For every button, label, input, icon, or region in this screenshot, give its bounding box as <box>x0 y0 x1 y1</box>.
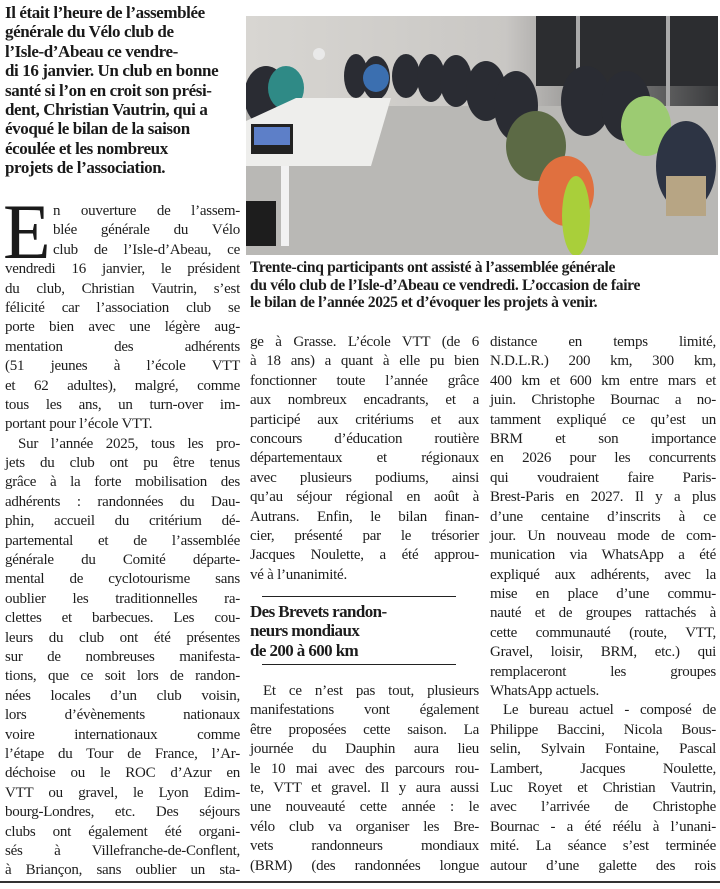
subheading <box>250 602 478 660</box>
text-line: Autrans. Enfin, le bilan finan- <box>250 508 479 525</box>
text-line: cier, présenté par le trésorier <box>250 527 479 544</box>
text-line: voire internationaux comme <box>5 726 240 743</box>
text-line: générale du Comité départe- <box>5 552 240 569</box>
text-line: autour d’une galette des rois <box>490 857 716 874</box>
text-line: te, VTT et gravel. Il y aura aussi <box>250 779 479 796</box>
text-line: Des Brevets randon- <box>250 602 387 621</box>
text-line: concours d’éducation routière <box>250 430 479 447</box>
text-line: d’une centaine d’inscrits à ce <box>490 508 716 525</box>
text-line: à Briançon, sans oublier un sta- <box>5 862 240 879</box>
text-line: départementaux et régionaux <box>250 450 479 467</box>
text-line: journée du Dauphin aura lieu <box>250 741 479 758</box>
text-line: à 18 ans) a quant à elle pu bien <box>250 353 479 370</box>
text-line: Le bureau actuel - composé de <box>503 702 716 719</box>
text-line: qu’au séjour régional en août à <box>250 489 479 506</box>
meeting-room-photo <box>246 16 718 255</box>
text-line: félicité car l’association club se <box>5 299 240 316</box>
text-line: aux nombreux encadrants, et a <box>250 392 479 409</box>
text-line: Trente-cinq participants ont assisté à l’assemblée générale <box>250 259 616 276</box>
text-line: tamment expliqué ce qu’est un <box>490 411 716 428</box>
text-line: du vélo club de l’Isle-d’Abeau ce vendredi. L’occasion de faire <box>250 276 641 294</box>
body-column-2-lower <box>250 682 479 876</box>
text-line: club de l’Isle-d’Abeau, ce <box>53 241 240 258</box>
article-lead <box>5 4 241 179</box>
text-line: di 16 janvier. Un club en bonne <box>5 61 219 81</box>
text-line: remplaceront les groupes <box>490 663 716 680</box>
text-line: du club, Christian Vautrin, s’est <box>5 280 240 297</box>
text-line: Gravel, loisir, BRM, etc.) qui <box>490 644 716 661</box>
text-line: en 2026 pour les concurrents <box>490 450 716 467</box>
body-column-1 <box>3 188 240 881</box>
text-line: ge à Grasse. L’école VTT (de 6 <box>250 334 479 350</box>
text-line: vets randonneurs mondiaux <box>250 838 479 855</box>
text-line: clettes et barbecues. Les cou- <box>5 610 240 627</box>
text-line: jour. Un nouveau mode de com- <box>490 527 716 544</box>
text-line: partemental et de l’assemblée <box>5 532 240 549</box>
bottom-rule <box>0 881 720 883</box>
text-line: bourg-Londres, etc. Des séjours <box>5 804 240 821</box>
text-line: WhatsApp actuels. <box>490 683 600 700</box>
text-line: avec plusieurs podiums, ainsi <box>250 469 479 486</box>
text-line: VTT ou gravel, le Lyon Edim- <box>5 784 240 801</box>
text-line: blée générale du Vélo <box>53 222 240 239</box>
text-line: juin. Christophe Bournac a no- <box>490 392 716 409</box>
text-line: clubs ont également été organi- <box>5 823 240 840</box>
text-line: vélo club va organiser les Bre- <box>250 818 479 835</box>
text-line: phin, accueil du critérium dé- <box>5 513 240 530</box>
text-line: générale du Vélo club de <box>5 22 174 42</box>
body-column-2 <box>250 333 479 585</box>
text-line: mise en place d’une commu- <box>490 586 716 603</box>
text-line: l’étape du Tour de France, l’Ar- <box>5 745 240 762</box>
text-line: être proposées cette saison. La <box>250 721 479 738</box>
text-line: santé si l’on en croit son prési- <box>5 80 212 100</box>
text-line: Sur l’année 2025, tous les pro- <box>18 435 240 452</box>
text-line: jets du club ont pu être tenus <box>5 455 240 472</box>
text-line: le bilan de l’année 2025 et d’évoquer les projets à venir. <box>250 294 598 311</box>
text-line: selin, Sylvain Fontaine, Pascal <box>490 741 716 758</box>
text-line: déchoise ou le ROC d’Azur en <box>5 765 240 782</box>
text-line: nées locales d’un club voisin, <box>5 687 240 704</box>
text-line: une nouveauté cette année : le <box>250 799 479 816</box>
text-line: écoulée et les nombreux <box>5 138 168 158</box>
text-line: qui voudraient faire Paris- <box>490 469 716 486</box>
text-line: avec l’arrivée de Christophe <box>490 799 716 816</box>
text-line: sur de nombreuses manifesta- <box>5 648 240 665</box>
text-line: munication via WhatsApp a été <box>490 547 716 564</box>
text-line: Il était l’heure de l’assemblée <box>5 3 205 22</box>
text-line: mité. La séance s’est terminée <box>490 838 716 855</box>
text-line: mentation des adhérents <box>5 338 240 355</box>
text-line: dent, Christian Vautrin, qui a <box>5 99 208 119</box>
body-column-3 <box>490 333 716 876</box>
text-line: nauté et de groupes rattachés à <box>490 605 716 622</box>
text-line: l’Isle-d’Abeau ce vendre- <box>5 41 178 61</box>
text-line: expliqué aux adhérents, avec la <box>490 566 716 583</box>
text-line: mental de cyclotourisme sans <box>5 571 240 588</box>
text-line: de 200 à 600 km <box>250 640 359 660</box>
photo-caption <box>250 259 716 312</box>
text-line: tous les ans, un turn-over im- <box>5 396 240 413</box>
text-line: vé à l’unanimité. <box>250 566 347 583</box>
text-line: le 10 mai avec des parcours rou- <box>250 760 479 777</box>
text-line: tions, que ce soit lors de randon- <box>5 668 240 685</box>
text-line: Et ce n’est pas tout, plusieurs <box>263 683 479 699</box>
text-line: adhérents : randonnées du Dau- <box>5 493 240 510</box>
article-photo <box>246 16 718 255</box>
text-line: et 62 adultes), malgré, comme <box>5 377 240 394</box>
text-line: porte bien avec une légère aug- <box>5 319 240 336</box>
text-line: leurs du club ont été présentes <box>5 629 240 646</box>
text-line: cette communauté (route, VTT, <box>490 624 716 641</box>
text-line: projets de l’association. <box>5 158 166 178</box>
text-line: Bournac - a été réélu à l’unani- <box>490 818 716 835</box>
text-line: (51 jeunes à l’école VTT <box>5 358 240 375</box>
text-line: distance en temps limité, <box>490 334 716 350</box>
text-line: N.D.L.R.) 200 km, 300 km, <box>490 353 716 370</box>
text-line: neurs mondiaux <box>250 621 360 641</box>
text-line: fonctionner toute l’année grâce <box>250 372 479 389</box>
text-line: Philippe Baccini, Nicola Bous- <box>490 721 716 738</box>
text-line: évoqué le bilan de la saison <box>5 119 190 139</box>
text-line: Jacques Noulette, a été approu- <box>250 547 479 564</box>
text-line: portant pour l’école VTT. <box>5 416 153 433</box>
text-line: grâce à la forte mobilisation des <box>5 474 240 491</box>
text-line: participé aux critériums et aux <box>250 411 479 428</box>
text-line: vendredi 16 janvier, le président <box>5 261 240 278</box>
text-line: lors d’évènements nationaux <box>5 707 240 724</box>
text-line: 400 km et 600 km entre mars et <box>490 372 716 389</box>
text-line: n ouverture de l’assem- <box>53 203 240 219</box>
text-line: Luc Royet et Christian Vautrin, <box>490 779 716 796</box>
text-line: BRM et son importance <box>490 430 716 447</box>
text-line: Lambert, Jacques Noulette, <box>490 760 716 777</box>
text-line: manifestations vont également <box>250 702 479 719</box>
text-line: oublier les traditionnelles ra- <box>5 590 240 607</box>
text-line: sés à Villefranche-de-Conflent, <box>5 842 240 859</box>
subheading-top-rule <box>262 596 456 597</box>
subheading-bottom-rule <box>262 664 456 665</box>
text-line: Brest-Paris en 2027. Il y a plus <box>490 489 716 506</box>
text-line: (BRM) (des randonnées longue <box>250 857 479 874</box>
drop-cap: E <box>3 188 51 275</box>
